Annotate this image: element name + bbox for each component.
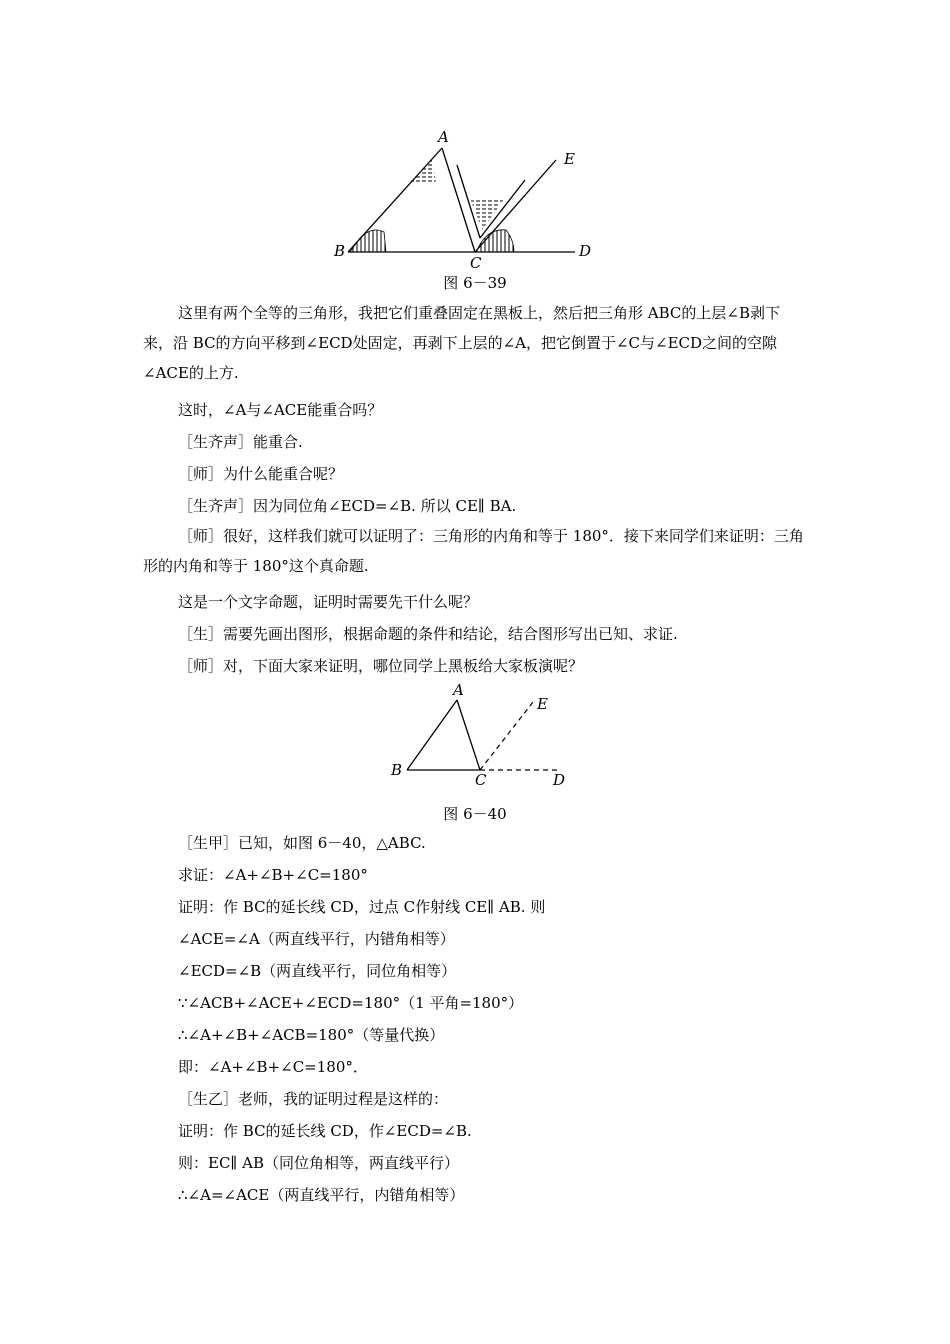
text-line: 证明：作 BC的延长线 CD，过点 C作射线 CE∥ AB. 则 [178,898,546,916]
text-line: ∠ACE=∠A（两直线平行，内错角相等） [178,930,455,948]
text-line: ∴∠A+∠B+∠ACB=180°（等量代换） [178,1026,445,1044]
text-line: ［师］对，下面大家来证明，哪位同学上黑板给大家板演呢？ [178,657,584,675]
text-line: ［生齐声］因为同位角∠ECD=∠B. 所以 CE∥ BA. [178,497,517,515]
label-D: D [579,242,592,260]
text-line: 这时，∠A与∠ACE能重合吗？ [178,401,383,419]
figure-6-39 [320,120,620,270]
text-line: 即：∠A+∠B+∠C=180°． [178,1058,368,1076]
text-line: ∵∠ACB+∠ACE+∠ECD=180°（1 平角=180°） [178,994,524,1012]
text-line: 这是一个文字命题，证明时需要先干什么呢？ [178,593,479,611]
figure-6-39-caption: 图 6－39 [443,274,507,292]
text-line: ［师］为什么能重合呢？ [178,465,344,483]
text-line: 则：EC∥ AB（同位角相等，两直线平行） [178,1154,459,1172]
label-B: B [334,242,346,260]
text-line: ［生齐声］能重合. [178,433,303,451]
text-line: ［生乙］老师，我的证明过程是这样的： [178,1090,449,1108]
text-line: ∴∠A=∠ACE（两直线平行，内错角相等） [178,1186,465,1204]
label-C: C [470,254,482,270]
text-line: 求证：∠A+∠B+∠C=180° [178,866,368,884]
label-A: A [438,128,449,146]
figure-6-40-caption: 图 6－40 [443,805,507,823]
text-line: ∠ECD=∠B（两直线平行，同位角相等） [178,962,457,980]
label-E: E [564,150,575,168]
label-D: D [553,771,566,789]
paragraph-2: ［师］很好，这样我们就可以证明了：三角形的内角和等于 180°．接下来同学们来证明：三角形的内角和等于 180°这个真命题. [143,527,804,575]
figure-6-40 [385,682,585,792]
label-A: A [453,682,464,699]
text-line: ［生］需要先画出图形，根据命题的条件和结论，结合图形写出已知、求证. [178,625,678,643]
text-line: 证明：作 BC的延长线 CD，作∠ECD=∠B. [178,1122,472,1140]
label-C: C [475,771,487,789]
label-E: E [537,695,548,713]
label-B: B [391,761,403,779]
text-line: ［生甲］已知，如图 6－40，△ABC. [178,834,426,852]
paragraph-1: 这里有两个全等的三角形，我把它们重叠固定在黑板上，然后把三角形 ABC的上层∠B剥下来，沿 BC的方向平移到∠ECD处固定，再剥下上层的∠A，把它倒置于∠C与∠ECD之间的空隙∠ACE的上方. [143,304,780,382]
